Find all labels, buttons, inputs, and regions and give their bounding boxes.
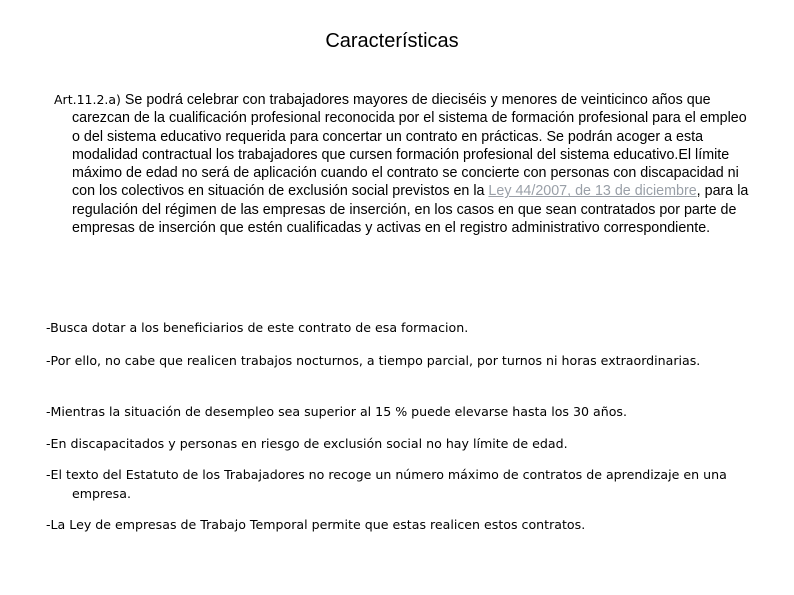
bullet-item-statute: -El texto del Estatuto de los Trabajadores no recoge un número máximo de contratos de aprendizaje en una empresa.: [46, 467, 727, 501]
article-paragraph: [54, 91, 752, 237]
bullet-item-unemployment: -Mientras la situación de desempleo sea superior al 15 % puede elevarse hasta los 30 años.: [46, 404, 627, 419]
bullet-item-temp-agencies: -La Ley de empresas de Trabajo Temporal permite que estas realicen estos contratos.: [46, 517, 586, 532]
bullet-item-night-work: -Por ello, no cabe que realicen trabajos nocturnos, a tiempo parcial, por turnos ni horas extraordinarias.: [46, 353, 701, 368]
page-title: Características: [325, 30, 459, 52]
article-reference: Art.11.2.a): [54, 92, 121, 107]
bullet-item-disability: -En discapacitados y personas en riesgo de exclusión social no hay límite de edad.: [46, 436, 568, 451]
article-text-after-link: , para la regulación del régimen de las empresas de inserción, en los casos en que sean contratados por parte de empresas de inserción que estén cualificadas y activas en el registro administrativo correspondiente.: [72, 183, 749, 237]
law-link[interactable]: Ley 44/2007, de 13 de diciembre: [488, 183, 697, 200]
bullet-item-formation: -Busca dotar a los beneficiarios de este contrato de esa formacion.: [46, 320, 469, 335]
article-text-before-link: Se podrá celebrar con trabajadores mayores de dieciséis y menores de veinticinco años que carezcan de la cualificación profesional reconocida por el sistema de formación profesional para el empleo o del sistema educativo requerida para concertar un contrato en prácticas. Se podrán acoger a esta modalidad contractual los trabajadores que cursen formación profesional del sistema educativo.El límite máximo de edad no será de aplicación cuando el contrato se concierte con personas con discapacidad ni con los colectivos en situación de exclusión social previstos en la: [72, 92, 747, 200]
